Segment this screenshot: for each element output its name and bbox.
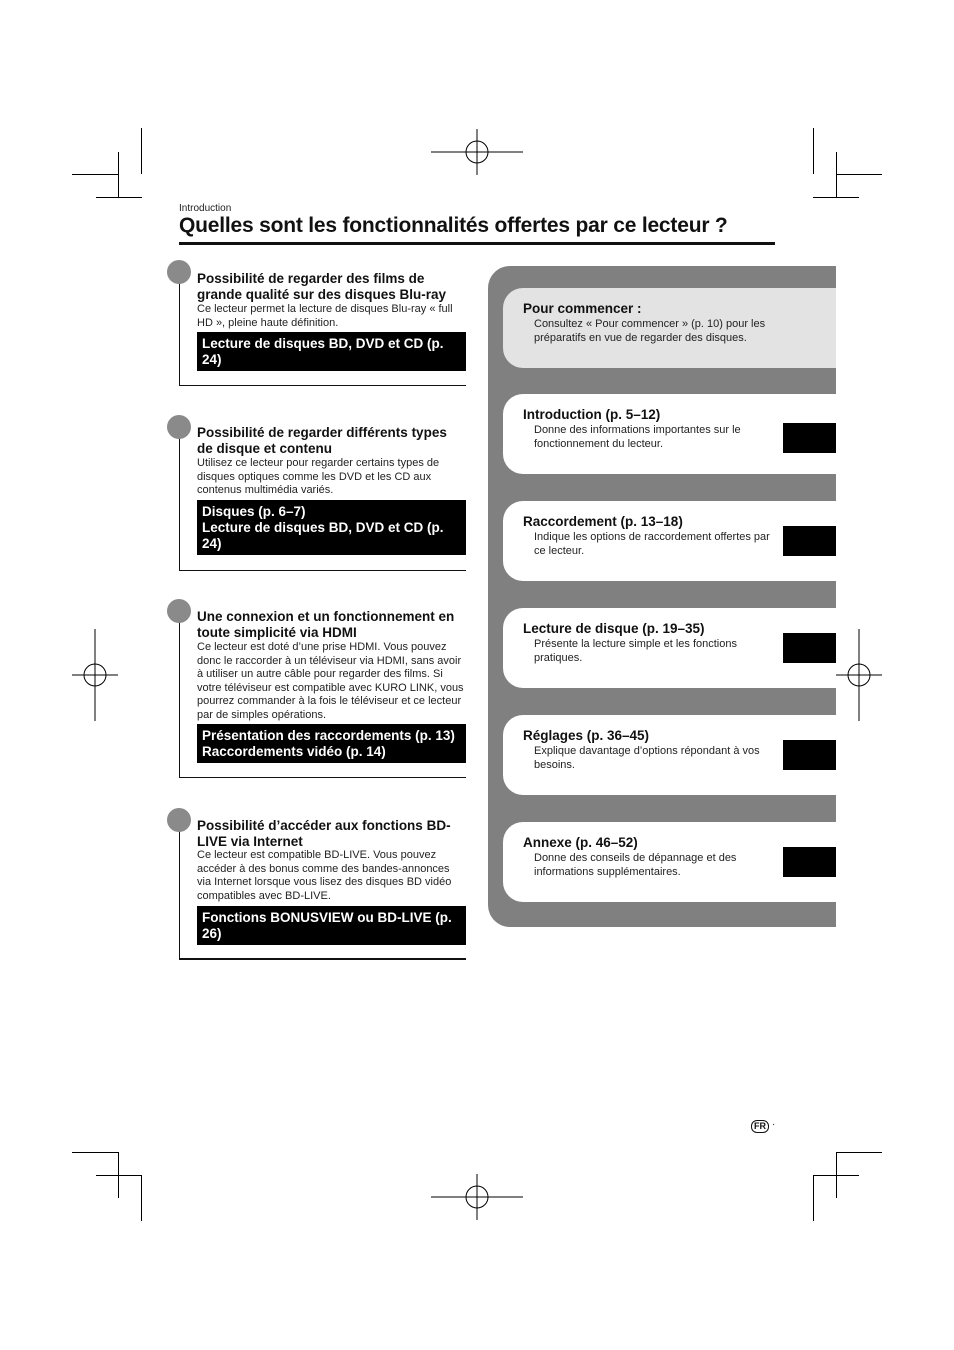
registration-mark-right (836, 629, 882, 721)
feature-block (179, 260, 466, 386)
chapter-title: Raccordement (p. 13–18) (523, 514, 683, 529)
chapter-tab-marker (783, 740, 836, 770)
feature-reference (197, 906, 466, 945)
chapter-description: Présente la lecture simple et les fonctions pratiques. (534, 638, 737, 664)
feature-description: Ce lecteur est compatible BD-LIVE. Vous pouvez accéder à des bonus comme des bandes-annonces via Internet lorsque vous lisez des disques BD vidéo compatibles avec BD-LIVE. (197, 849, 452, 902)
chapter-description: Explique davantage d’options répondant à vos besoins. (534, 745, 760, 771)
feature-block (179, 415, 466, 571)
reference-line: Disques (p. 6–7) (202, 504, 306, 519)
chapter-tab-marker (783, 633, 836, 663)
chapter-tab-marker (783, 526, 836, 556)
bullet-circle-icon (167, 808, 191, 832)
feature-reference (197, 500, 466, 555)
chapter-description: Indique les options de raccordement offertes par ce lecteur. (534, 531, 770, 557)
reference-line: Raccordements vidéo (p. 14) (202, 744, 386, 759)
feature-description: Utilisez ce lecteur pour regarder certains types de disques optiques comme les DVD et les CD aux contenus multimédia variés. (197, 457, 440, 496)
feature-block (179, 599, 466, 778)
reference-line: Fonctions BONUSVIEW ou BD-LIVE (p. 26) (202, 910, 452, 941)
feature-block (179, 808, 466, 961)
reference-line: Lecture de disques BD, DVD et CD (p. 24) (202, 520, 444, 551)
registration-mark-left (72, 629, 118, 721)
language-badge: FR (751, 1120, 769, 1133)
chapter-description: Consultez « Pour commencer » (p. 10) pour les préparatifs en vue de regarder des disques. (534, 318, 766, 344)
feature-title: Une connexion et un fonctionnement en toute simplicité via HDMI (197, 609, 455, 640)
chapter-description: Donne des informations importantes sur le fonctionnement du lecteur. (534, 424, 741, 450)
chapter-title: Lecture de disque (p. 19–35) (523, 621, 705, 636)
chapter-title: Introduction (p. 5–12) (523, 407, 661, 422)
page-title: Quelles sont les fonctionnalités offertes par ce lecteur ? (179, 214, 775, 245)
chapter-tab-marker (783, 423, 836, 453)
registration-mark-bottom (431, 1174, 523, 1220)
bullet-circle-icon (167, 415, 191, 439)
registration-mark-top (431, 129, 523, 175)
chapter-description: Donne des conseils de dépannage et des informations supplémentaires. (534, 852, 737, 878)
feature-reference (197, 332, 466, 371)
feature-title: Possibilité de regarder des films de grande qualité sur des disques Blu-ray (197, 271, 447, 302)
chapter-card-getting-started (503, 288, 836, 368)
feature-title: Possibilité d’accéder aux fonctions BD-LIVE via Internet (197, 818, 451, 849)
chapter-tab-marker (783, 847, 836, 877)
feature-description: Ce lecteur est doté d’une prise HDMI. Vous pouvez donc le raccorder à un téléviseur via HDMI, sans avoir à utiliser un autre câble pour regarder des films. Si votre téléviseur est compatible avec KURO LINK, vous pourrez commander à la fois le téléviseur et ce lecteur par de simples opérations. (197, 641, 464, 721)
feature-description: Ce lecteur permet la lecture de disques Blu-ray « full HD », pleine haute définition. (197, 303, 453, 329)
bullet-circle-icon (167, 599, 191, 623)
section-label: Introduction (179, 203, 232, 214)
feature-title: Possibilité de regarder différents types de disque et contenu (197, 425, 447, 456)
chapter-title: Pour commencer : (523, 301, 642, 316)
feature-reference (197, 724, 466, 763)
chapter-title: Annexe (p. 46–52) (523, 835, 638, 850)
chapter-title: Réglages (p. 36–45) (523, 728, 650, 743)
reference-line: Présentation des raccordements (p. 13) (202, 728, 455, 743)
bullet-circle-icon (167, 260, 191, 284)
page-marker: · (772, 1119, 776, 1130)
reference-line: Lecture de disques BD, DVD et CD (p. 24) (202, 336, 444, 367)
